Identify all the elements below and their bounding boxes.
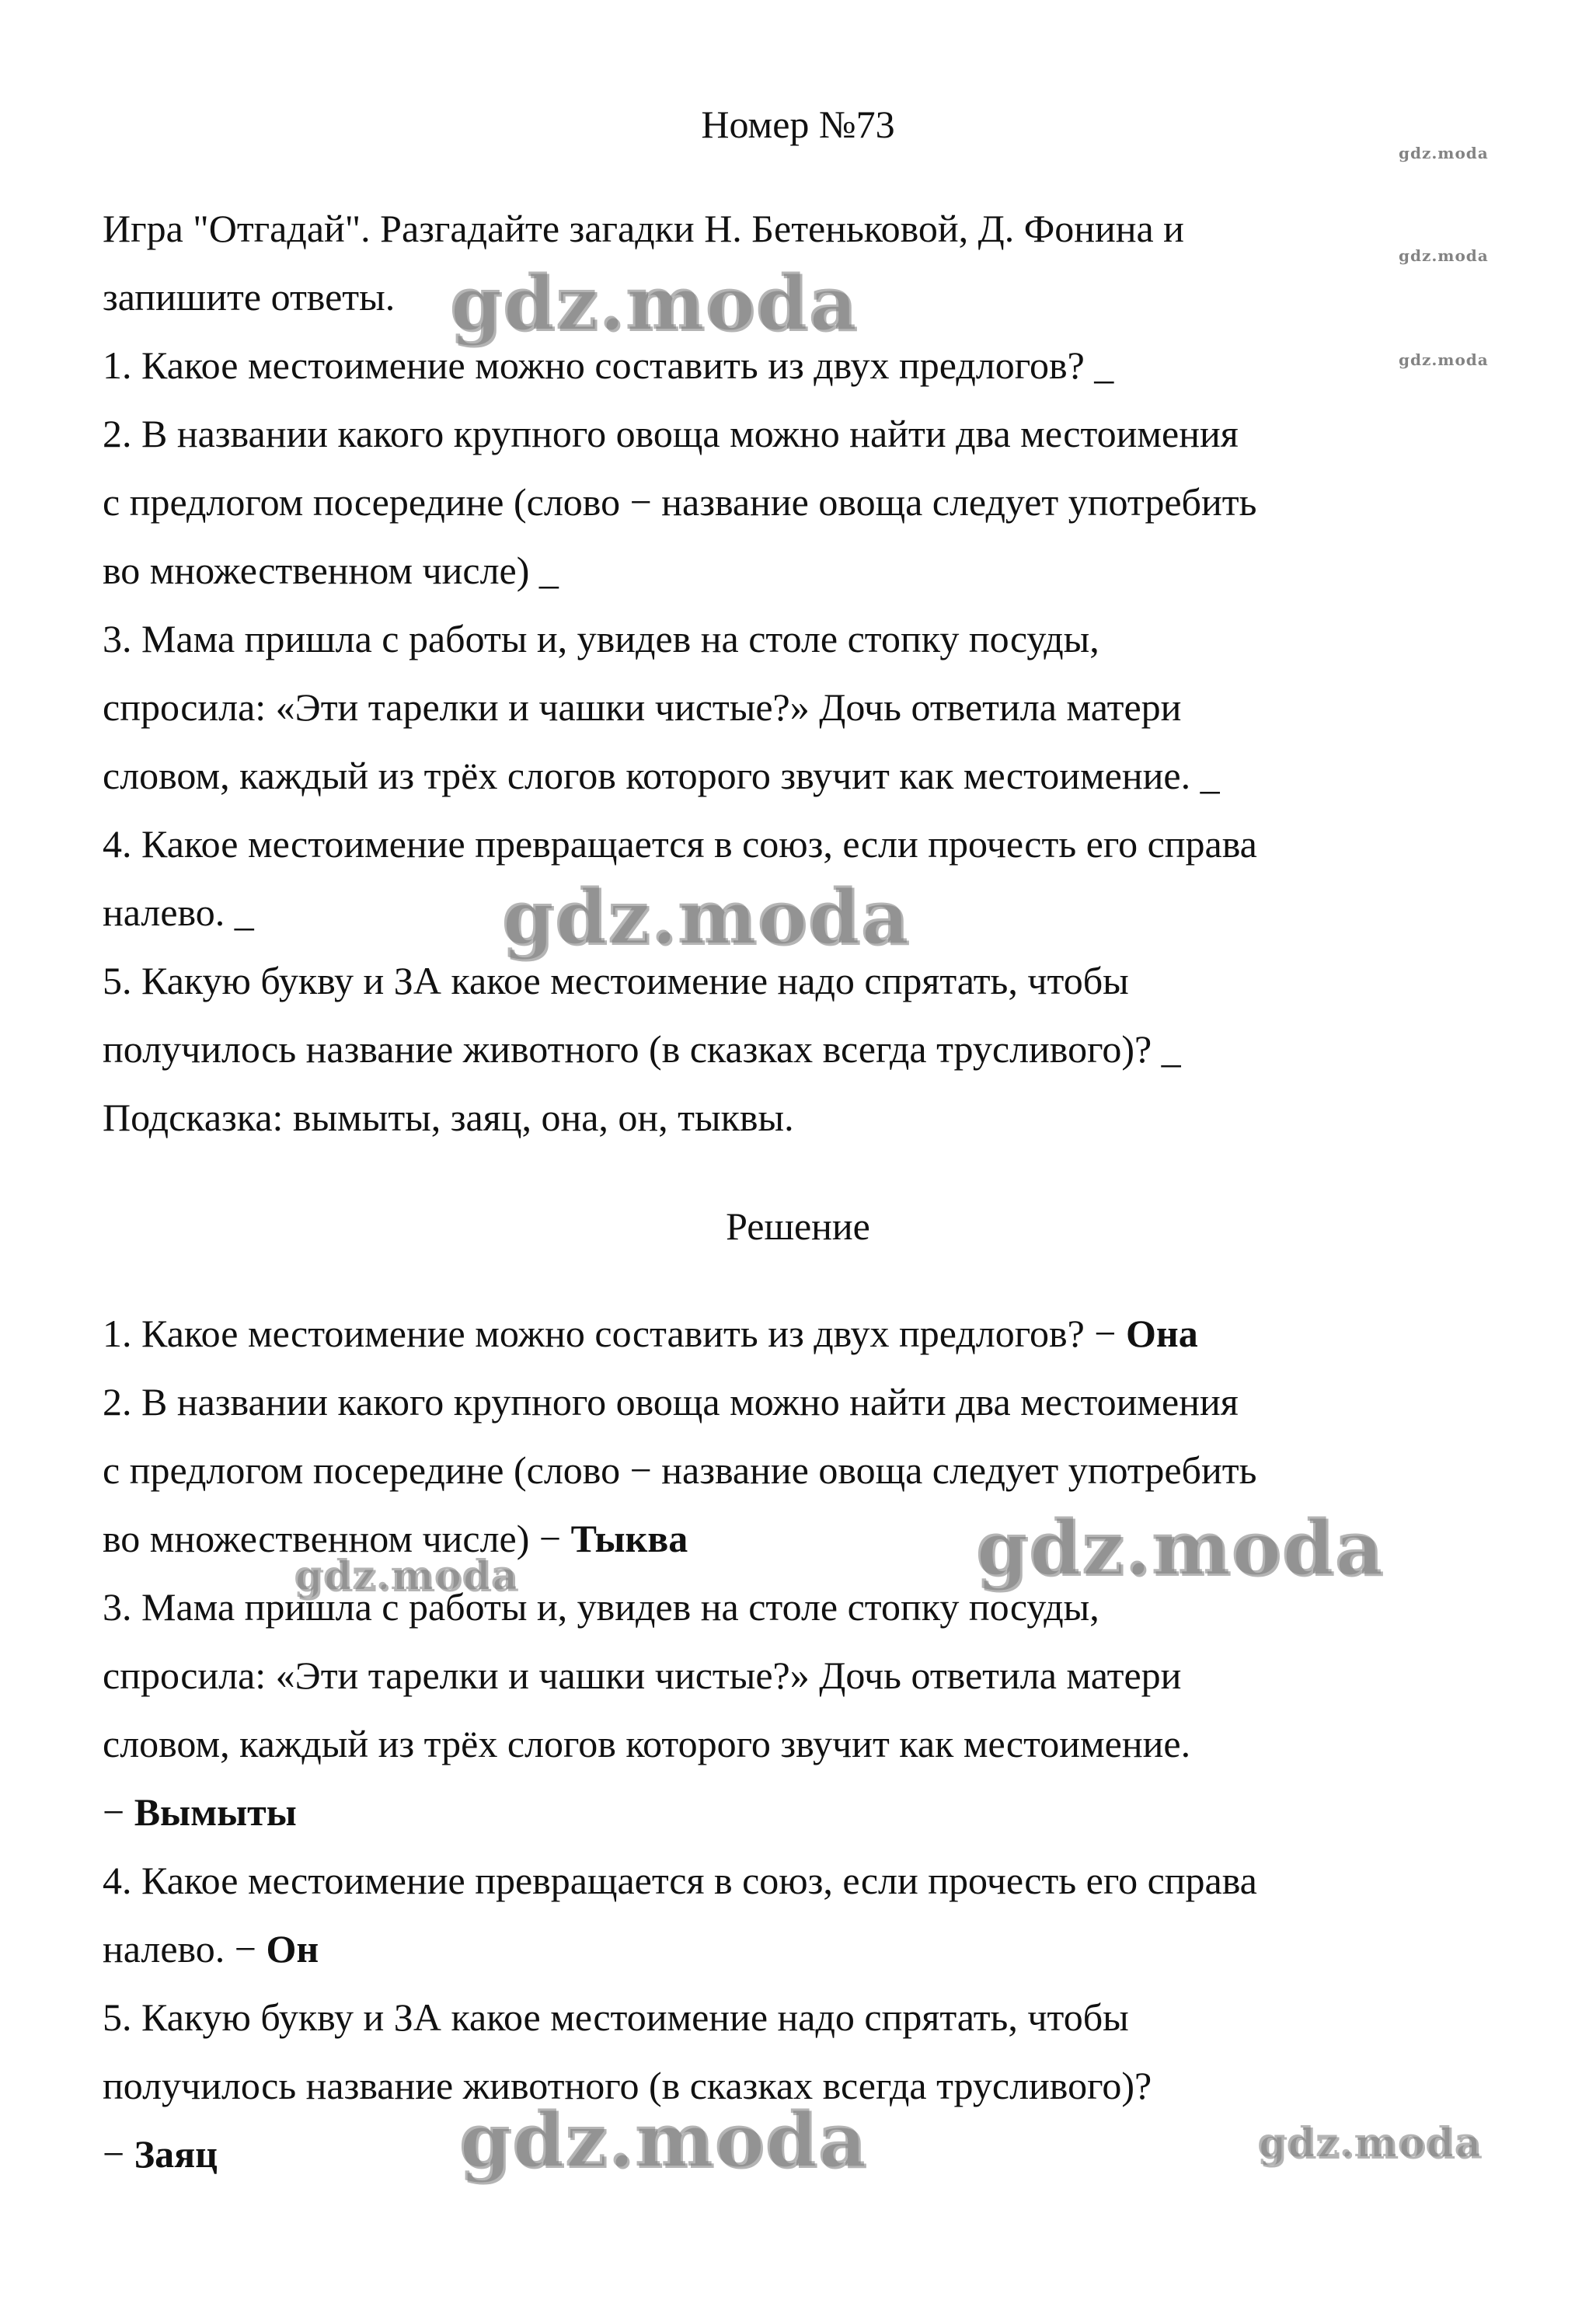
solution-line (103, 2131, 218, 2177)
task-line: спросила: «Эти тарелки и чашки чистые?» Дочь ответила матери (103, 685, 1182, 729)
watermark: gdz.moda (501, 873, 910, 960)
solution-text: спросила: «Эти тарелки и чашки чистые?» Дочь ответила матери (103, 1654, 1182, 1697)
solution-text: во множественном числе) − (103, 1517, 571, 1560)
watermark: gdz.moda (1399, 350, 1489, 369)
task-line: 4. Какое местоимение превращается в союз, если прочесть его справа (103, 822, 1257, 866)
solution-text: 5. Какую букву и ЗА какое местоимение надо спрятать, чтобы (103, 1995, 1129, 2039)
watermark: gdz.moda (1399, 144, 1489, 162)
solution-line (103, 1720, 1190, 1767)
watermark: gdz.moda (975, 1504, 1384, 1591)
solution-text: 4. Какое местоимение превращается в союз, если прочесть его справа (103, 1859, 1257, 1902)
task-line: 5. Какую букву и ЗА какое местоимение надо спрятать, чтобы (103, 959, 1129, 1002)
solution-line (103, 1447, 1256, 1493)
task-line: 3. Мама пришла с работы и, увидев на столе стопку посуды, (103, 617, 1099, 660)
watermark: gdz.moda (1399, 246, 1489, 265)
watermark: gdz.moda (294, 1552, 518, 1599)
solution-answer: Он (266, 1927, 319, 1971)
solution-text: словом, каждый из трёх слогов которого звучит как местоимение. (103, 1722, 1191, 1765)
solution-line (103, 1925, 319, 1972)
solution-text: 2. В названии какого крупного овоща можно найти два местоимения (103, 1380, 1239, 1424)
solution-answer: Заяц (134, 2132, 218, 2176)
task-hint: Подсказка: вымыты, заяц, она, он, тыквы. (103, 1096, 794, 1139)
task-line: словом, каждый из трёх слогов которого звучит как местоимение. _ (103, 754, 1220, 797)
solution-text: налево. − (103, 1927, 267, 1971)
task-title: Номер №73 (701, 103, 895, 146)
solution-text: с предлогом посередине (слово − название овоща следует употребить (103, 1448, 1257, 1492)
task-line: 1. Какое местоимение можно составить из двух предлогов? _ (103, 343, 1114, 387)
solution-line (103, 1652, 1181, 1699)
solution-line (103, 1584, 1099, 1630)
watermark: gdz.moda (449, 259, 858, 347)
task-line: запишите ответы. (103, 275, 396, 319)
solution-text: 3. Мама пришла с работы и, увидев на столе стопку посуды, (103, 1585, 1099, 1629)
task-line: во множественном числе) _ (103, 549, 559, 592)
watermark: gdz.moda (458, 2096, 867, 2183)
solution-text: − (103, 1790, 134, 1834)
solution-text: 1. Какое местоимение можно составить из двух предлогов? − (103, 1312, 1126, 1355)
solution-line (103, 1994, 1129, 2040)
task-line: Игра "Отгадай". Разгадайте загадки Н. Бетеньковой, Д. Фонина и (103, 207, 1184, 250)
solution-line (103, 1789, 297, 1835)
watermark: gdz.moda (1257, 2119, 1482, 2166)
solution-answer: Тыква (570, 1517, 688, 1560)
task-line: с предлогом посередине (слово − название овоща следует употребить (103, 480, 1257, 524)
solution-line (103, 1310, 1198, 1357)
task-line: получилось название животного (в сказках всегда трусливого)? _ (103, 1027, 1181, 1071)
solution-text: получилось название животного (в сказках всегда трусливого)? (103, 2064, 1152, 2107)
solution-text: − (103, 2132, 134, 2176)
solution-line (103, 1378, 1239, 1425)
solution-answer: Вымыты (134, 1790, 297, 1834)
solution-answer: Она (1126, 1312, 1198, 1355)
task-line: налево. _ (103, 890, 254, 934)
solution-title: Решение (726, 1204, 870, 1248)
task-line: 2. В названии какого крупного овоща можно найти два местоимения (103, 412, 1239, 455)
solution-line (103, 1857, 1257, 1904)
